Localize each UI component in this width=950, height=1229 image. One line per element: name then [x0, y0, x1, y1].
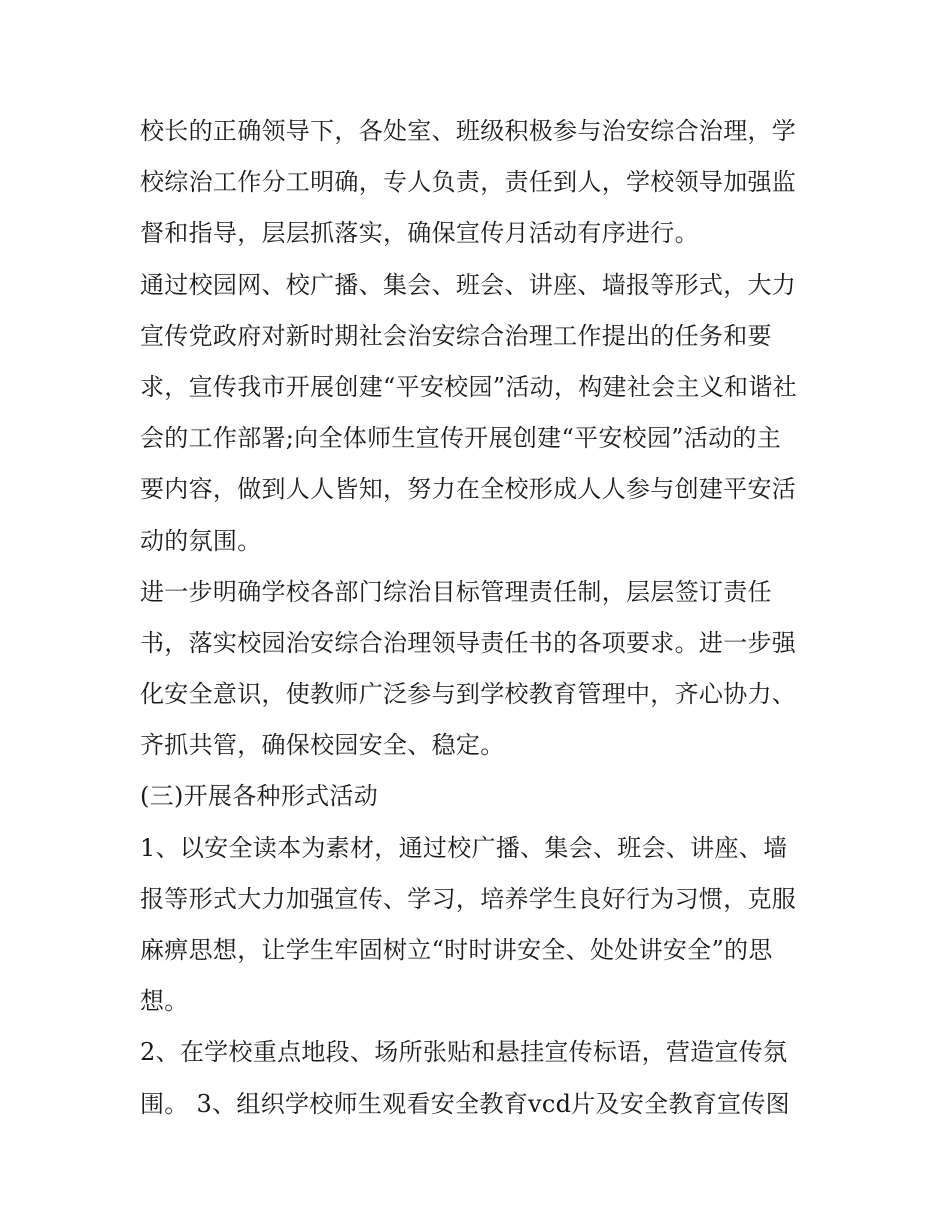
text-line: 书，落实校园治安综合治理领导责任书的各项要求。进一步强 — [140, 628, 797, 657]
text-line: 围。 3、组织学校师生观看安全教育vcd片及安全教育宣传图 — [140, 1089, 790, 1118]
text-line: 通过校园网、校广播、集会、班会、讲座、墙报等形式，大力 — [140, 270, 797, 299]
text-line: 麻痹思想，让学生牢固树立“时时讲安全、处处讲安全”的思 — [140, 936, 773, 964]
text-line: 2、在学校重点地段、场所张贴和悬挂宣传标语，营造宣传氛 — [140, 1038, 788, 1067]
text-line: 求，宣传我市开展创建“平安校园”活动，构建社会主义和谐社 — [140, 372, 797, 401]
text-line: 化安全意识，使教师广泛参与到学校教育管理中，齐心协力、 — [140, 680, 797, 709]
text-line: 校综治工作分工明确，专人负责，责任到人，学校领导加强监 — [140, 168, 797, 197]
text-line: 进一步明确学校各部门综治目标管理责任制，层层签订责任 — [140, 577, 772, 606]
text-line: 要内容，做到人人皆知，努力在全校形成人人参与创建平安活 — [140, 475, 797, 504]
text-line: 督和指导，层层抓落实，确保宣传月活动有序进行。 — [140, 219, 699, 248]
text-line: 动的氛围。 — [140, 526, 262, 555]
text-line: 1、以安全读本为素材，通过校广播、集会、班会、讲座、墙 — [140, 833, 788, 862]
text-line: 宣传党政府对新时期社会治安综合治理工作提出的任务和要 — [140, 321, 772, 350]
text-line: 想。 — [140, 987, 189, 1016]
document-body — [140, 106, 820, 1130]
text-line: 报等形式大力加强宣传、学习，培养学生良好行为习惯，克服 — [140, 884, 797, 913]
text-line: 齐抓共管，确保校园安全、稳定。 — [140, 731, 505, 760]
section-heading: (三)开展各种形式活动 — [140, 782, 379, 811]
text-line: 校长的正确领导下，各处室、班级积极参与治安综合治理，学 — [140, 117, 797, 145]
text-line: 会的工作部署;向全体师生宣传开展创建“平安校园”活动的主 — [140, 424, 782, 453]
